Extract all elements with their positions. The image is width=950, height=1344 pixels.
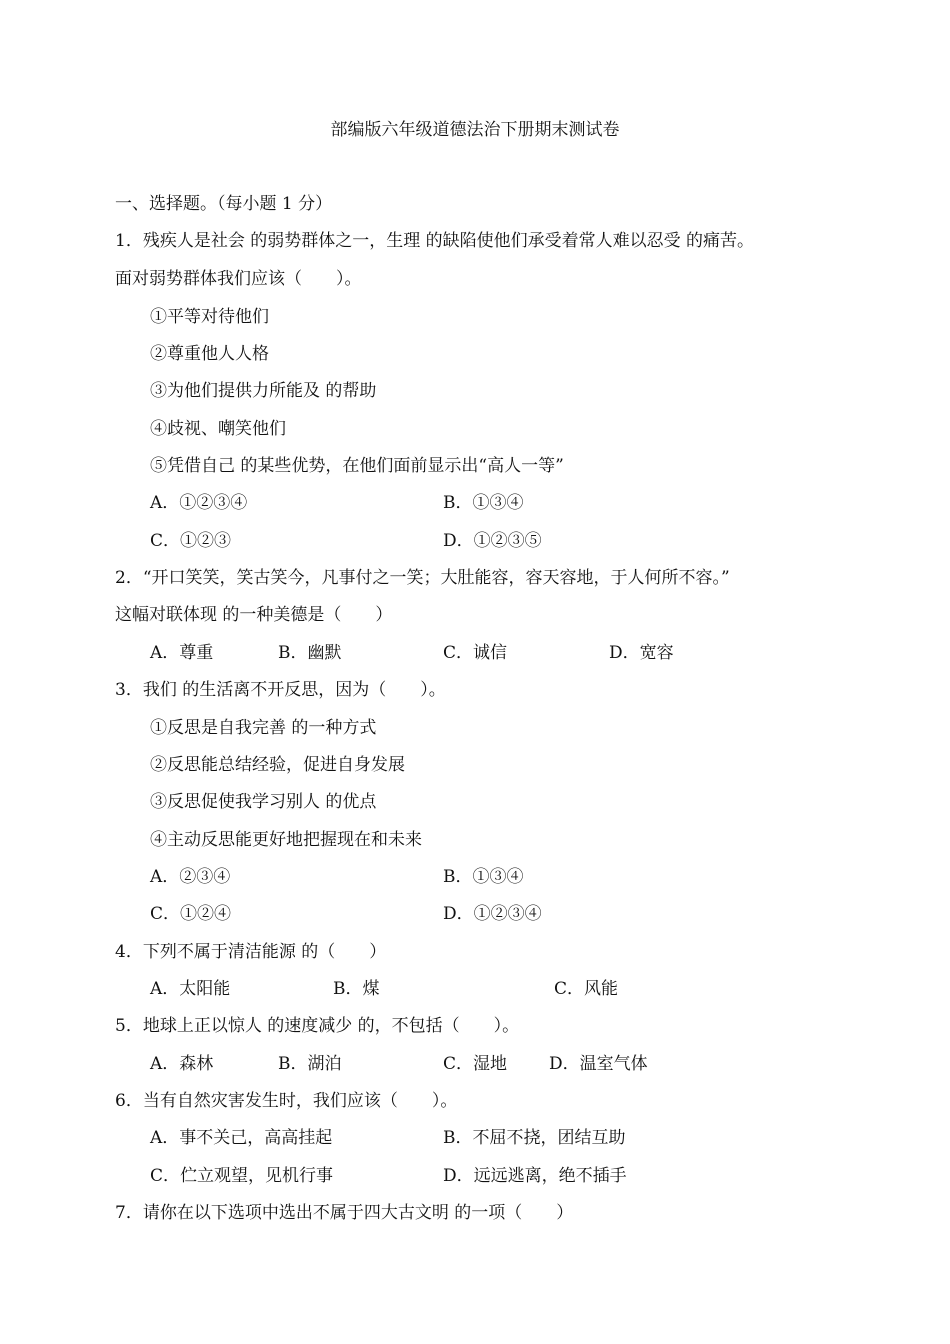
question-7-stem: 7．请你在以下选项中选出不属于四大古文明 的一项（ ） (115, 1203, 574, 1223)
question-3-item: ①反思是自我完善 的一种方式 (150, 718, 377, 738)
question-3-option-d: D．①②③④ (443, 904, 542, 924)
question-1-item: ④歧视、嘲笑他们 (150, 419, 286, 439)
question-3-item: ④主动反思能更好地把握现在和未来 (150, 830, 422, 850)
question-3-stem: 3．我们 的生活离不开反思，因为（ ）。 (115, 680, 446, 700)
question-5-option-a: A．森林 (150, 1054, 214, 1074)
question-5-option-b: B．湖泊 (278, 1054, 342, 1074)
question-3-option-a: A．②③④ (150, 867, 231, 887)
question-5-option-c: C．湿地 (443, 1054, 508, 1074)
question-3-item: ②反思能总结经验，促进自身发展 (150, 755, 405, 775)
question-1-item: ⑤凭借自己 的某些优势，在他们面前显示出“高人一等” (150, 456, 564, 476)
question-2-option-d: D．宽容 (609, 643, 674, 663)
question-5-stem: 5．地球上正以惊人 的速度减少 的，不包括（ ）。 (115, 1016, 520, 1036)
question-4-stem: 4．下列不属于清洁能源 的（ ） (115, 942, 387, 962)
question-2-option-b: B．幽默 (278, 643, 342, 663)
question-3-option-c: C．①②④ (150, 904, 232, 924)
question-1-item: ③为他们提供力所能及 的帮助 (150, 381, 377, 401)
question-2-option-a: A．尊重 (150, 643, 214, 663)
question-3-option-b: B．①③④ (443, 867, 524, 887)
question-2-stem-cont: 这幅对联体现 的一种美德是（ ） (115, 605, 393, 625)
question-1-item: ②尊重他人人格 (150, 344, 269, 364)
question-2-option-c: C．诚信 (443, 643, 508, 663)
question-5-option-d: D．温室气体 (549, 1054, 648, 1074)
question-4-option-a: A．太阳能 (150, 979, 231, 999)
question-6-option-a: A．事不关己，高高挂起 (150, 1128, 333, 1148)
question-6-option-c: C．伫立观望，见机行事 (150, 1166, 334, 1186)
question-1-stem: 1．残疾人是社会 的弱势群体之一，生理 的缺陷使他们承受着常人难以忍受 的痛苦。 (115, 231, 755, 251)
question-1-option-d: D．①②③⑤ (443, 531, 542, 551)
question-6-stem: 6．当有自然灾害发生时，我们应该（ ）。 (115, 1091, 458, 1111)
question-1-option-a: A．①②③④ (150, 493, 248, 513)
question-4-option-c: C．风能 (554, 979, 619, 999)
question-3-item: ③反思促使我学习别人 的优点 (150, 792, 377, 812)
question-1-stem-cont: 面对弱势群体我们应该（ ）。 (115, 269, 362, 289)
question-6-option-d: D．远远逃离，绝不插手 (443, 1166, 627, 1186)
question-6-option-b: B．不屈不挠，团结互助 (443, 1128, 626, 1148)
section-heading: 一、选择题。（每小题 1 分） (115, 194, 333, 214)
question-2-stem: 2．“开口笑笑，笑古笑今，凡事付之一笑；大肚能容，容天容地，于人何所不容。” (115, 568, 730, 588)
question-1-item: ①平等对待他们 (150, 307, 269, 327)
page-title: 部编版六年级道德法治下册期末测试卷 (330, 120, 620, 140)
question-1-option-c: C．①②③ (150, 531, 232, 551)
question-4-option-b: B．煤 (333, 979, 380, 999)
question-1-option-b: B．①③④ (443, 493, 524, 513)
